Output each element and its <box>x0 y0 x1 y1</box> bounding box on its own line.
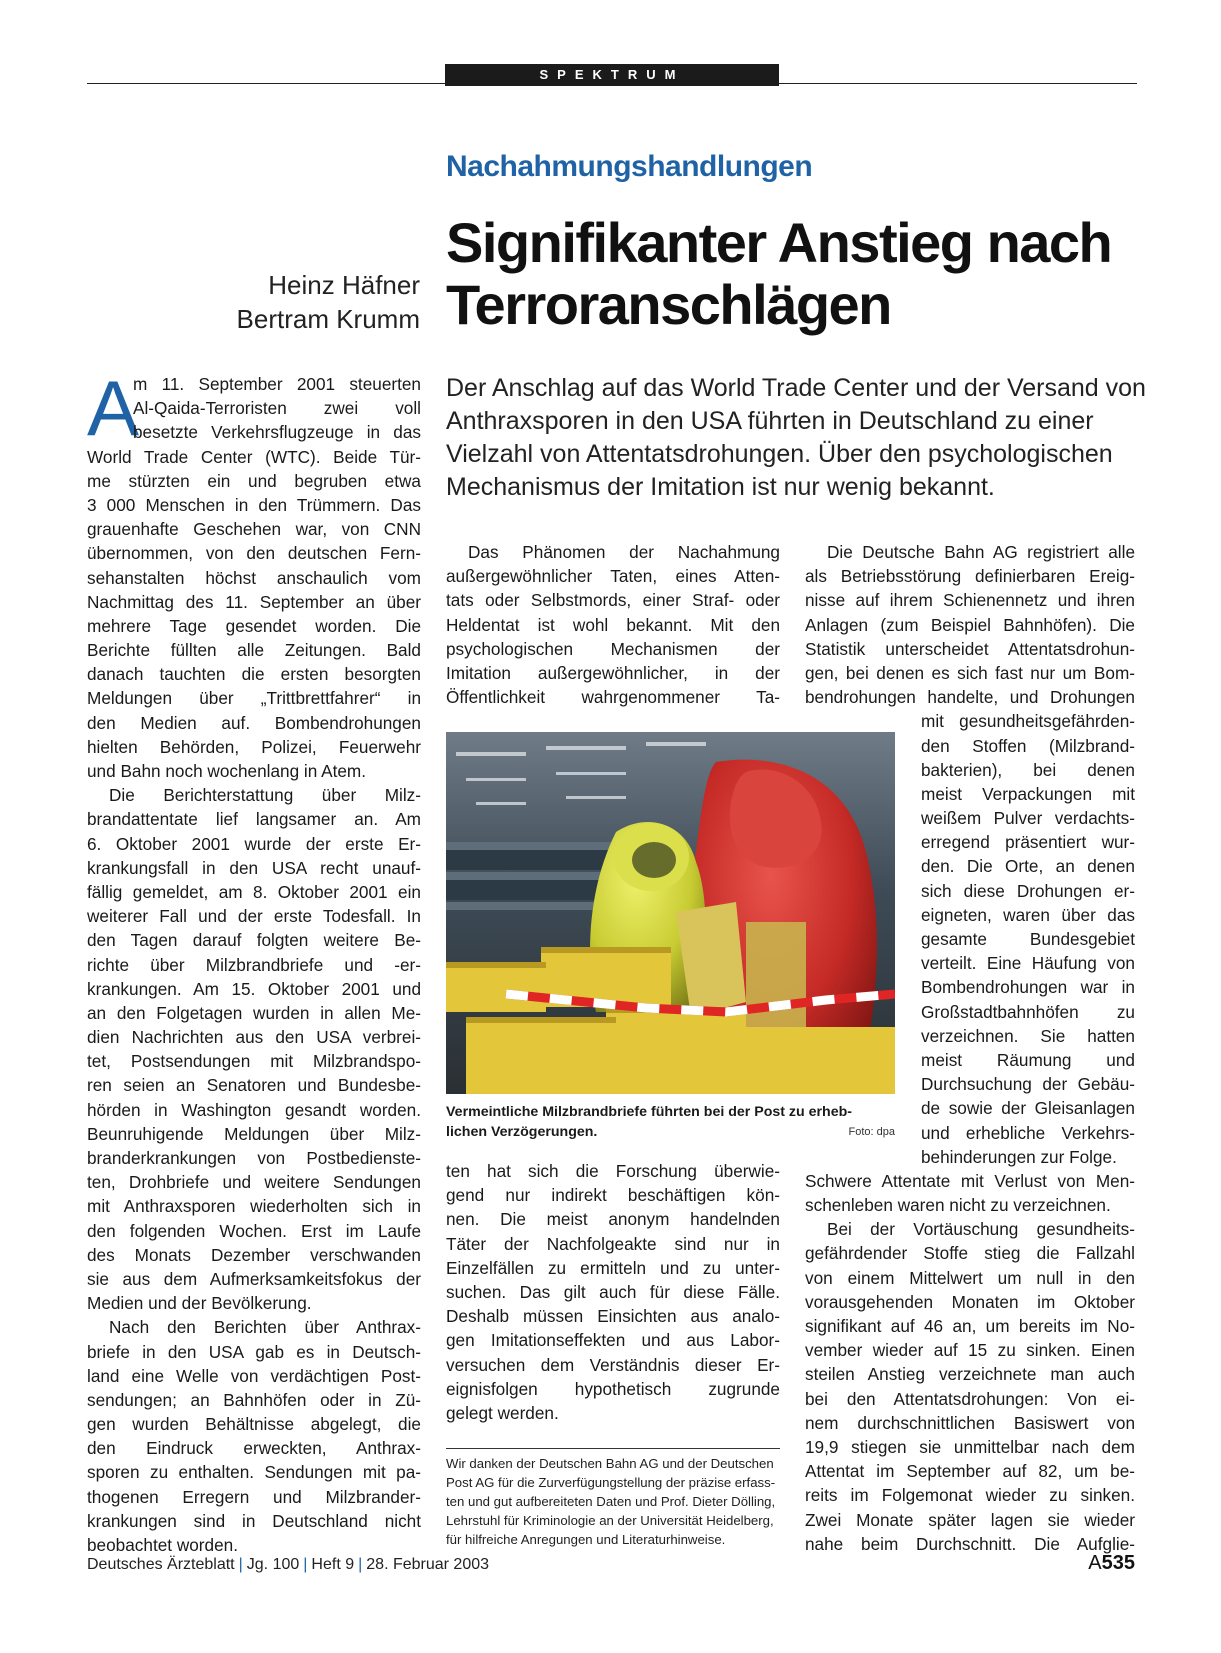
text-line: danach tauchten die ersten besorgten <box>87 664 421 685</box>
section-label: SPEKTRUM <box>445 64 779 86</box>
footer-separator: | <box>238 1556 243 1573</box>
text-line: weiterer Fall und der erste Todesfall. In <box>87 906 421 927</box>
text-line: gesamte Bundesgebiet <box>921 929 1135 949</box>
text-line: Durchsuchung der Gebäu- <box>921 1074 1135 1095</box>
text-line: Die Berichterstattung über Milz- <box>109 785 421 806</box>
text-line: den Medien auf. Bombendrohungen <box>87 712 421 733</box>
text-line: eignisfolgen hypothetisch zugrunde <box>446 1378 780 1399</box>
text-line: weißem Pulver verdachts- <box>921 808 1135 829</box>
acknowledgement <box>446 1454 780 1549</box>
text-line: als Betriebsstörung definierbaren Ereig- <box>805 566 1135 587</box>
text-line: krankungsfall in den USA recht unauf- <box>87 857 421 878</box>
ack-line: ten und gut aufbereiteten Daten und Prof. Dieter Dölling, <box>446 1494 776 1509</box>
text-line: World Trade Center (WTC). Beide Tür- <box>87 446 421 467</box>
lead-line: Der Anschlag auf das World Trade Center und der Versand von <box>446 374 1146 402</box>
text-line: Einzelfällen zu ermitteln und zu unter- <box>446 1257 780 1278</box>
text-line: 3 000 Menschen in den Trümmern. Das <box>87 494 421 515</box>
text-line: Imitation außergewöhnlicher, in der <box>446 662 780 683</box>
text-line: von einem Mittelwert um null in den <box>805 1267 1135 1288</box>
text-line: Schwere Attentate mit Verlust von Men- <box>805 1170 1135 1191</box>
journal-volume: Jg. 100 <box>246 1556 300 1573</box>
text-line: ren seien an Senatoren und Bundesbe- <box>87 1075 421 1096</box>
text-line: Berichte füllten alle Zeitungen. Bald <box>87 640 421 661</box>
text-line: erregend präsentiert wur- <box>921 832 1135 853</box>
text-line: gen Imitationseffekten und aus Labor- <box>446 1330 780 1351</box>
text-line: tet, Postsendungen mit Milzbrandspo- <box>87 1051 421 1072</box>
lead-line: Mechanismus der Imitation ist nur wenig bekannt. <box>446 473 995 501</box>
text-line: den folgenden Wochen. Erst im Laufe <box>87 1220 421 1241</box>
text-line: mehrere Tage gesendet worden. Die <box>87 615 421 636</box>
text-line: behinderungen zur Folge. <box>921 1146 1117 1167</box>
text-line: land eine Welle von verdächtigen Post- <box>87 1365 421 1386</box>
text-line: Bombendrohungen war in <box>921 977 1135 998</box>
page-prefix: A <box>1088 1552 1102 1574</box>
page-number-value: 535 <box>1101 1552 1135 1574</box>
text-line: sie aus dem Aufmerksamkeitsfokus der <box>87 1268 421 1289</box>
text-line: verzeichnen. Sie hatten <box>921 1025 1135 1046</box>
drop-cap: A <box>87 364 140 452</box>
text-line: Heldentat ist wohl bekannt. Mit den <box>446 614 780 635</box>
text-line: den Tagen darauf folgten weitere Be- <box>87 930 421 951</box>
author-name: Bertram Krumm <box>236 304 420 334</box>
text-line: vember wieder auf 15 zu sinken. Einen <box>805 1340 1135 1361</box>
text-line: Das Phänomen der Nachahmung <box>468 542 780 562</box>
text-line: den. Die Orte, an denen <box>921 856 1135 877</box>
text-line: Anlagen (zum Beispiel Bahnhöfen). Die <box>805 614 1135 635</box>
text-line: Die Deutsche Bahn AG registriert alle <box>827 542 1135 562</box>
text-line: außergewöhnlicher Taten, eines Atten- <box>446 566 780 587</box>
text-line: bei den Attentatsdrohungen: Von ei- <box>805 1388 1135 1409</box>
body-column-3 <box>805 540 1135 1556</box>
acknowledgement-rule <box>446 1448 780 1449</box>
text-line: Täter der Nachfolgeakte sind nur in <box>446 1233 780 1254</box>
body-column-2-bottom <box>446 1159 780 1425</box>
text-line: schenleben waren nicht zu verzeichnen. <box>805 1195 1111 1216</box>
text-line: krankungen sind in Deutschland nicht <box>87 1510 421 1531</box>
caption-line: Vermeintliche Milzbrandbriefe führten bei der Post zu erheb- <box>446 1104 852 1120</box>
ack-line: Post AG für die Zurverfügungstellung der präzise erfass- <box>446 1475 776 1490</box>
text-line: suchen. Das gilt auch für diese Fälle. <box>446 1281 780 1302</box>
text-line: richte über Milzbrandbriefe und -er- <box>87 954 421 975</box>
text-line: me stürzten ein und begruben etwa <box>87 470 421 491</box>
text-line: mit Anthraxsporen wiederholten sich in <box>87 1196 421 1217</box>
text-line: Nachmittag des 11. September an über <box>87 591 421 612</box>
photo-credit: Foto: dpa <box>848 1126 895 1138</box>
text-line: brandattentate lief langsamer an. Am <box>87 809 421 830</box>
text-line: und Bahn noch wochenlang in Atem. <box>87 761 367 781</box>
page-number <box>1088 1552 1135 1575</box>
issue-date: 28. Februar 2003 <box>366 1556 490 1573</box>
footer-separator: | <box>303 1556 308 1573</box>
text-line: dien Nachrichten aus den USA verbrei- <box>87 1027 421 1048</box>
body-column-1 <box>87 364 421 1557</box>
text-line: besetzte Verkehrsflugzeuge in das <box>133 422 421 443</box>
text-line: und erhebliche Verkehrs- <box>921 1122 1135 1143</box>
author-name: Heinz Häfner <box>268 270 420 300</box>
text-line: nem durchschnittlichen Basiswert von <box>805 1412 1135 1433</box>
authors <box>160 268 420 336</box>
text-line: Beunruhigende Meldungen über Milz- <box>87 1123 421 1144</box>
text-line: gen, bei denen es sich fast nur um Bom- <box>805 662 1135 683</box>
text-line: des Monats Dezember verschwanden <box>87 1244 421 1265</box>
article-kicker: Nachahmungshandlungen <box>446 150 813 183</box>
text-line: gen wurden Behältnisse abgelegt, die <box>87 1414 421 1435</box>
text-line: branderkrankungen von Postbedienste- <box>87 1148 421 1168</box>
text-line: meist Verpackungen mit <box>921 783 1135 804</box>
text-line: Meldungen über „Trittbrettfahrer“ in <box>87 688 421 709</box>
text-line: Nach den Berichten über Anthrax- <box>109 1317 421 1338</box>
text-line: gefährdender Stoffe stieg die Fallzahl <box>805 1243 1135 1264</box>
text-line: Medien und der Bevölkerung. <box>87 1293 312 1314</box>
text-line: sporen zu enthalten. Sendungen mit pa- <box>87 1462 421 1483</box>
text-line: nisse auf ihrem Schienennetz und ihren <box>805 590 1135 611</box>
text-line: gelegt werden. <box>446 1402 559 1423</box>
text-line: beobachtet worden. <box>87 1535 238 1555</box>
text-line: mit gesundheitsgefährden- <box>921 711 1135 732</box>
text-line: Bei der Vortäuschung gesundheits- <box>827 1219 1135 1240</box>
lead-paragraph <box>446 372 1146 504</box>
lead-line: Vielzahl von Attentatsdrohungen. Über den psychologischen <box>446 440 1113 468</box>
text-line: thogenen Erregern und Milzbrander- <box>87 1486 421 1507</box>
article-headline <box>446 212 1166 336</box>
text-line: Großstadtbahnhöfen zu <box>921 1001 1135 1022</box>
lead-line: Anthraxsporen in den USA führten in Deutschland zu einer <box>446 407 1094 435</box>
headline-line: Terroranschlägen <box>446 273 891 336</box>
text-line: Statistik unterscheidet Attentatsdrohun- <box>805 638 1135 659</box>
text-line: Attentat im September auf 82, um be- <box>805 1461 1135 1482</box>
journal-issue: Heft 9 <box>311 1556 355 1573</box>
text-line: hörden in Washington gesandt worden. <box>87 1099 421 1120</box>
text-line: 19,9 stiegen sie unmittelbar nach dem <box>805 1436 1135 1457</box>
text-line: bakterien), bei denen <box>921 759 1135 780</box>
text-line: eigneten, waren über das <box>921 904 1135 925</box>
ack-line: Lehrstuhl für Kriminologie an der Universität Heidelberg, <box>446 1513 774 1528</box>
text-line: bendrohungen handelte, und Drohungen <box>805 687 1135 708</box>
text-line: vorausgehenden Monaten im Oktober <box>805 1291 1135 1312</box>
text-line: grauenhafte Geschehen war, von CNN <box>87 519 421 540</box>
headline-line: Signifikanter Anstieg nach <box>446 211 1112 274</box>
text-line: steilen Anstieg verzeichnete man auch <box>805 1364 1135 1385</box>
text-line: reits im Folgemonat wieder zu sinken. <box>805 1485 1135 1506</box>
text-line: fällig gemeldet, am 8. Oktober 2001 ein <box>87 881 421 902</box>
page-footer <box>87 1556 489 1574</box>
text-line: Öffentlichkeit wahrgenommener Ta- <box>446 687 780 708</box>
text-line: nahe beim Durchschnitt. Die Aufglie- <box>805 1533 1135 1554</box>
text-line: briefe in den USA gab es in Deutsch- <box>87 1341 421 1362</box>
text-line: nen. Die meist anonym handelnden <box>446 1209 780 1230</box>
text-line: den Eindruck erweckten, Anthrax- <box>87 1438 421 1459</box>
text-line: versuchen dem Verständnis dieser Er- <box>446 1354 780 1375</box>
ack-line: Wir danken der Deutschen Bahn AG und der Deutschen <box>446 1456 774 1471</box>
text-line: übernommen, von den deutschen Fern- <box>87 543 421 564</box>
text-line: sehanstalten höchst anschaulich vom <box>87 567 421 588</box>
journal-name: Deutsches Ärzteblatt <box>87 1556 235 1573</box>
text-line: verteilt. Eine Häufung von <box>921 953 1135 974</box>
text-line: ten, Drohbriefe und weitere Sendungen <box>87 1172 421 1193</box>
text-line: den Stoffen (Milzbrand- <box>921 735 1135 756</box>
text-line: hielten Behörden, Polizei, Feuerwehr <box>87 736 421 757</box>
ack-line: für hilfreiche Anregungen und Literaturhinweise. <box>446 1532 726 1547</box>
text-line: gend nur indirekt beschäftigen kön- <box>446 1185 780 1206</box>
text-line: meist Räumung und <box>921 1049 1135 1070</box>
text-line: Zwei Monate später lagen sie wieder <box>805 1509 1135 1530</box>
text-line: 6. Oktober 2001 wurde der erste Er- <box>87 833 421 854</box>
text-line: de sowie der Gleisanlagen <box>921 1098 1135 1119</box>
footer-separator: | <box>358 1556 363 1573</box>
body-column-2-top <box>446 540 780 709</box>
text-line: an den Folgetagen wurden in allen Me- <box>87 1002 421 1023</box>
text-line: psychologischen Mechanismen der <box>446 638 780 659</box>
text-line: tats oder Selbstmords, einer Straf- oder <box>446 590 780 611</box>
text-line: sich diese Drohungen er- <box>921 880 1135 901</box>
text-line: signifikant auf 46 an, um bereits im No- <box>805 1316 1135 1336</box>
text-line: ten hat sich die Forschung überwie- <box>446 1161 780 1181</box>
text-line: Deshalb müssen Einsichten aus analo- <box>446 1306 780 1327</box>
text-line: Al-Qaida-Terroristen zwei voll <box>133 398 421 419</box>
text-line: sendungen; an Bahnhöfen oder in Zü- <box>87 1389 421 1410</box>
text-line: m 11. September 2001 steuerten <box>133 374 421 394</box>
caption-line: lichen Verzögerungen. <box>446 1124 598 1140</box>
text-line: krankungen. Am 15. Oktober 2001 und <box>87 978 421 999</box>
